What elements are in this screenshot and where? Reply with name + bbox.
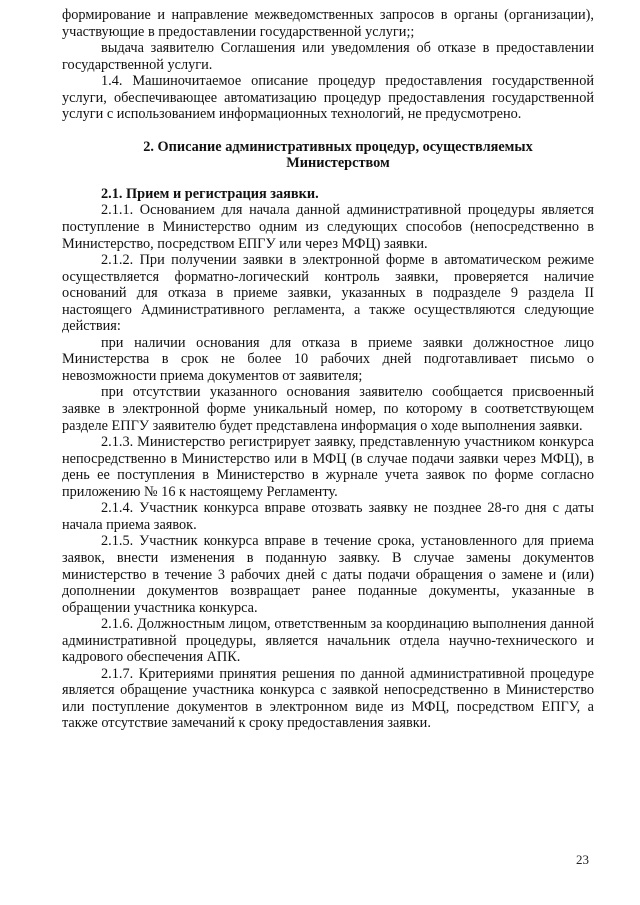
paragraph-2-1-5: 2.1.5. Участник конкурса вправе в течение срока, установленного для приема заявок, внести изменения в поданную заявку. В случае замены документов министерство в течение 3 рабочих дней с даты подачи обращения о замене и (или) дополнении документов возвращает ранее поданные документы, указанные в обращении участника конкурса. [62,533,594,616]
spacer [62,123,594,139]
paragraph-no-refusal: при отсутствии указанного основания заявителю сообщается присвоенный заявке в электронной форме уникальный номер, по которому в соответствующем разделе ЕПГУ заявителю будет представлена информация о ходе выполнения заявки. [62,384,594,434]
document-body [62,7,594,732]
paragraph-2-1-4: 2.1.4. Участник конкурса вправе отозвать заявку не позднее 28-го дня с даты начала приема заявок. [62,500,594,533]
spacer [62,172,594,186]
paragraph-2-1-6: 2.1.6. Должностным лицом, ответственным за координацию выполнения данной административной процедуры, является начальник отдела научно-технического и кадрового обеспечения АПК. [62,616,594,666]
paragraph-2-1-2: 2.1.2. При получении заявки в электронной форме в автоматическом режиме осуществляется форматно-логический контроль заявки, проверяется наличие оснований для отказа в приеме заявки, указанных в подразделе 9 раздела II настоящего Административного регламента, а также осуществляются следующие действия: [62,252,594,335]
paragraph-2-1-3: 2.1.3. Министерство регистрирует заявку, представленную участником конкурса непосредственно в Министерство или в МФЦ (в случае подачи заявки через МФЦ), в день ее поступления в Министерство в журнале учета заявок по форме согласно приложению № 16 к настоящему Регламенту. [62,434,594,500]
paragraph-refusal-grounds: при наличии основания для отказа в приеме заявки должностное лицо Министерства в срок не более 10 рабочих дней подготавливает письмо о невозможности приема документов от заявителя; [62,334,594,384]
paragraph-2-1-7: 2.1.7. Критериями принятия решения по данной административной процедуре является обращение участника конкурса с заявкой непосредственно в Министерство или поступление документов в электронном виде из МФЦ, посредством ЕПГУ, а также отсутствие замечаний к сроку предоставления заявки. [62,665,594,732]
paragraph-interagency-requests: формирование и направление межведомственных запросов в органы (организации), участвующие в предоставлении государственной услуги;; [62,7,594,40]
paragraph-agreement-issue: выдача заявителю Соглашения или уведомления об отказе в предоставлении государственной услуги. [62,40,594,73]
page-number: 23 [576,852,589,867]
subsection-heading: 2.1. Прием и регистрация заявки. [101,185,319,202]
paragraph-2-1-1: 2.1.1. Основанием для начала данной административной процедуры является поступление в Министерство одним из следующих способов (непосредственно в Министерство, посредством ЕПГУ или через МФЦ) заявки. [62,202,594,252]
paragraph-1-4: 1.4. Машиночитаемое описание процедур предоставления государственной услуги, обеспечивающее автоматизацию процедур предоставления государственной услуги с использованием информационных технологий, не предусмотрено. [62,73,594,123]
section-heading: 2. Описание административных процедур, осуществляемых Министерством [143,138,533,172]
